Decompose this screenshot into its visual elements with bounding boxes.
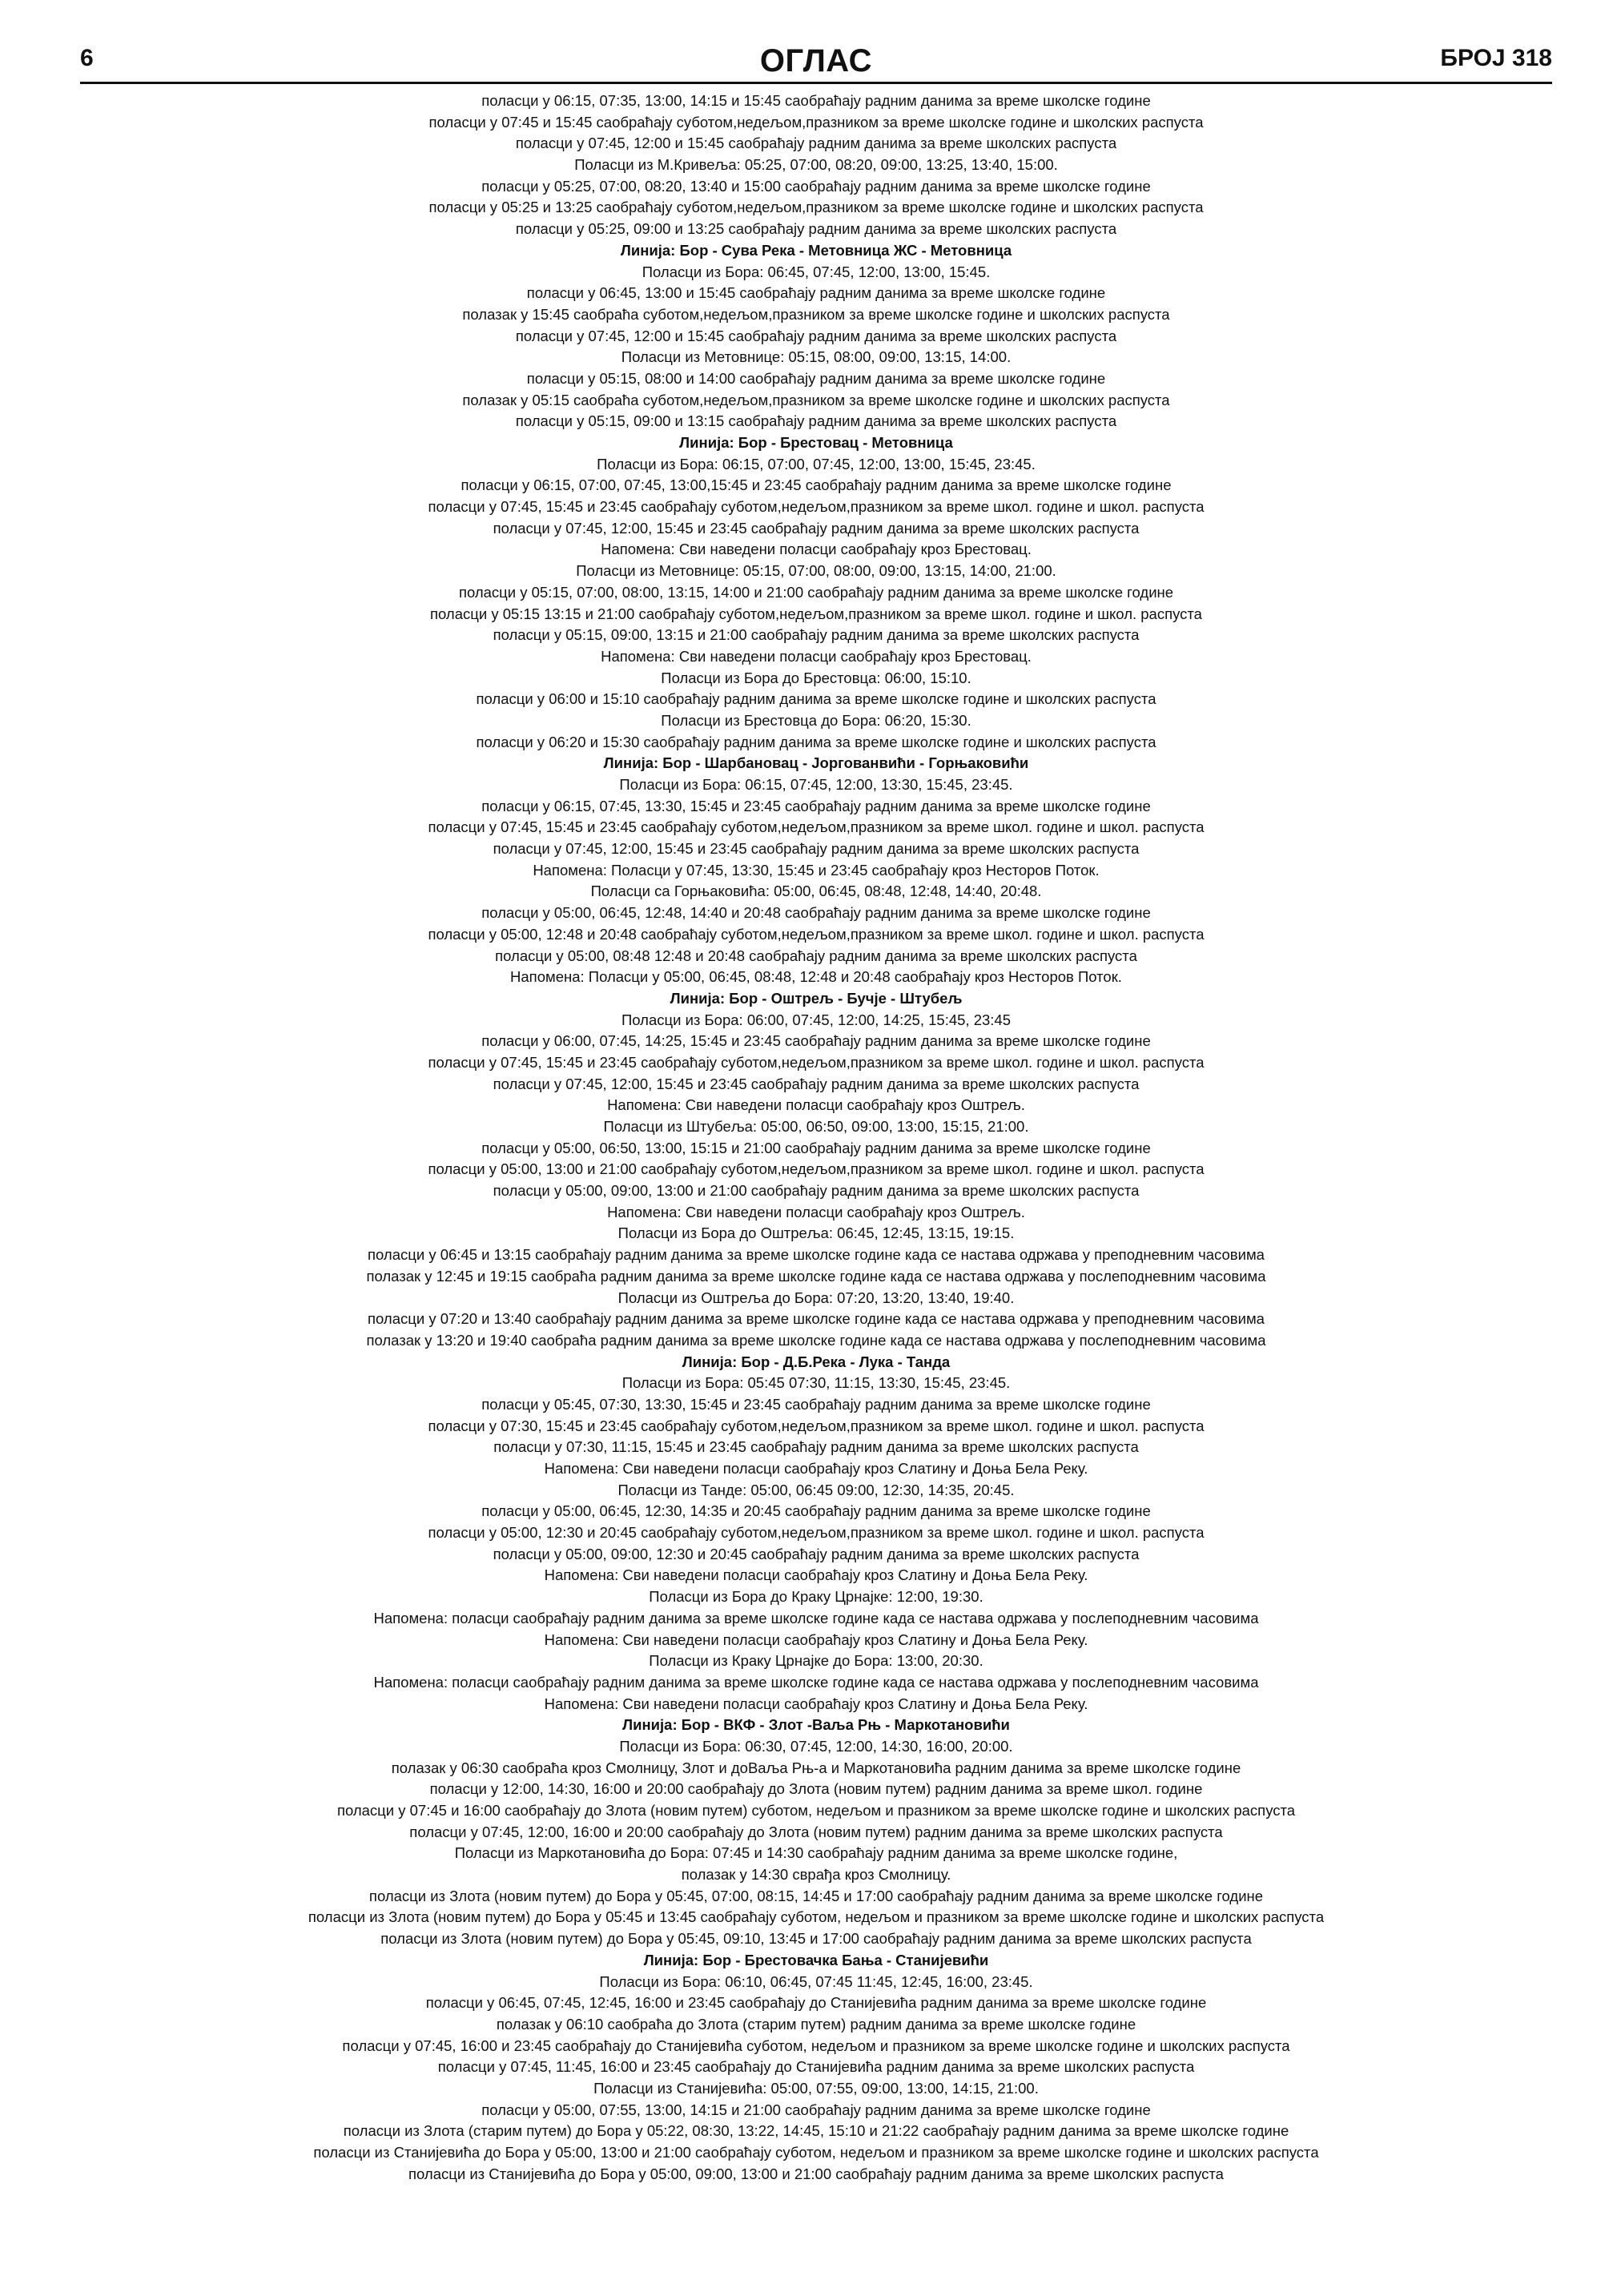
- timetable-line: поласци у 05:00, 08:48 12:48 и 20:48 саобраћају радним данима за време школских распуста: [495, 947, 1137, 964]
- timetable-line: поласци из Злота (новим путем) до Бора у 05:45, 09:10, 13:45 и 17:00 саобраћају радним данима за време школских распуста: [380, 1930, 1252, 1948]
- timetable-line: Поласци из Танде: 05:00, 06:45 09:00, 12:30, 14:35, 20:45.: [617, 1481, 1015, 1498]
- page-header: [80, 40, 1552, 84]
- timetable-line: поласци у 07:45, 16:00 и 23:45 саобраћају до Станијевића суботом, недељом и празником за време школске године и школских распуста: [342, 2037, 1290, 2054]
- timetable-line: полазак у 13:20 и 19:40 саобраћа радним данима за време школске године када се настава одржава у послеподневним часовима: [366, 1331, 1266, 1349]
- timetable-line: поласци у 05:15, 09:00, 13:15 и 21:00 саобраћају радним данима за време школских распуста: [493, 626, 1140, 644]
- timetable-line: поласци у 07:30, 15:45 и 23:45 саобраћају суботом,недељом,празником за време школ. године и школ. распуста: [428, 1417, 1205, 1434]
- timetable-line: Напомена: Сви наведени поласци саобраћају кроз Слатину и Доња Бела Реку.: [544, 1631, 1088, 1648]
- timetable-line: Поласци из Станијевића: 05:00, 07:55, 09:00, 13:00, 14:15, 21:00.: [593, 2079, 1039, 2097]
- timetable-line: поласци из Злота (новим путем) до Бора у 05:45, 07:00, 08:15, 14:45 и 17:00 саобраћају радним данима за време школске године: [368, 1887, 1264, 1904]
- timetable-line: Напомена: Сви наведени поласци саобраћају кроз Брестовац.: [601, 647, 1032, 665]
- timetable-line: Поласци из Бора: 06:30, 07:45, 12:00, 14:30, 16:00, 20:00.: [619, 1737, 1013, 1755]
- timetable-line: Поласци из Бора до Краку Црнајке: 12:00, 19:30.: [649, 1588, 983, 1606]
- issue-number: БРОЈ 318: [1440, 45, 1552, 71]
- timetable-line: поласци у 05:25, 09:00 и 13:25 саобраћају радним данима за време школских распуста: [515, 220, 1117, 238]
- timetable-line: Поласци из Бора до Оштреља: 06:45, 12:45, 13:15, 19:15.: [617, 1224, 1015, 1242]
- timetable-line: поласци у 07:45, 12:00 и 15:45 саобраћају радним данима за време школских распуста: [515, 135, 1117, 152]
- timetable-line: полазак у 05:15 саобраћа суботом,недељом,празником за време школске године и школских распуста: [462, 391, 1170, 408]
- timetable-line: Поласци из Бора: 06:45, 07:45, 12:00, 13:00, 15:45.: [642, 263, 991, 280]
- timetable-line: поласци у 07:20 и 13:40 саобраћају радним данима за време школске године када се настава одржава у преподневним часовима: [368, 1310, 1265, 1328]
- timetable-line: Поласци из Бора: 06:15, 07:00, 07:45, 12:00, 13:00, 15:45, 23:45.: [597, 455, 1036, 472]
- route-heading: Линија: Бор - Шарбановац - Јоргованвићи - Горњаковићи: [603, 754, 1029, 772]
- section-title: ОГЛАС: [759, 43, 873, 78]
- route-heading: Линија: Бор - Оштрељ - Бучје - Штубељ: [670, 989, 963, 1007]
- timetable-line: поласци у 05:00, 09:00, 12:30 и 20:45 саобраћају радним данима за време школских распуста: [493, 1545, 1140, 1562]
- timetable-line: Поласци из Бора: 06:15, 07:45, 12:00, 13:30, 15:45, 23:45.: [619, 776, 1013, 793]
- timetable-line: поласци у 07:45, 12:00, 15:45 и 23:45 саобраћају радним данима за време школских распуста: [493, 840, 1140, 858]
- timetable-line: поласци у 06:45, 13:00 и 15:45 саобраћају радним данима за време школске године: [526, 284, 1106, 302]
- timetable-line: поласци у 07:45, 15:45 и 23:45 саобраћају суботом,недељом,празником за време школ. године и школ. распуста: [428, 498, 1205, 516]
- timetable-line: поласци из Станијевића до Бора у 05:00, 09:00, 13:00 и 21:00 саобраћају радним данима за време школских распуста: [408, 2165, 1224, 2182]
- timetable-line: Поласци из Краку Црнајке до Бора: 13:00, 20:30.: [649, 1652, 983, 1670]
- timetable-line: поласци у 07:45 и 15:45 саобраћају суботом,недељом,празником за време школске године и школских распуста: [428, 113, 1204, 131]
- timetable-line: поласци у 06:15, 07:35, 13:00, 14:15 и 15:45 саобраћају радним данима за време школске године: [481, 92, 1151, 109]
- timetable-line: поласци у 07:45, 15:45 и 23:45 саобраћају суботом,недељом,празником за време школ. године и школ. распуста: [428, 818, 1205, 836]
- timetable-line: Поласци из Бора: 06:00, 07:45, 12:00, 14:25, 15:45, 23:45: [621, 1011, 1011, 1028]
- timetable-line: поласци у 06:00, 07:45, 14:25, 15:45 и 23:45 саобраћају радним данима за време школске године: [481, 1032, 1151, 1050]
- timetable-line: поласци у 05:00, 06:50, 13:00, 15:15 и 21:00 саобраћају радним данима за време школске године: [481, 1139, 1151, 1156]
- timetable-text: [80, 90, 1552, 2185]
- timetable-line: поласци у 05:00, 12:30 и 20:45 саобраћају суботом,недељом,празником за време школ. године и школ. распуста: [428, 1524, 1205, 1542]
- route-heading: Линија: Бор - Брестовачка Бања - Станијевићи: [643, 1951, 989, 1968]
- timetable-line: поласци у 05:00, 07:55, 13:00, 14:15 и 21:00 саобраћају радним данима за време школске године: [481, 2101, 1151, 2118]
- timetable-line: Поласци из Оштреља до Бора: 07:20, 13:20, 13:40, 19:40.: [617, 1289, 1015, 1306]
- timetable-line: полазак у 12:45 и 19:15 саобраћа радним данима за време школске године када се настава одржава у послеподневним часовима: [366, 1267, 1266, 1285]
- timetable-line: Напомена: поласци саобраћају радним данима за време школске године када се настава одржава у послеподневним часовима: [373, 1673, 1259, 1691]
- timetable-line: поласци у 06:20 и 15:30 саобраћају радним данима за време школске године и школских распуста: [476, 733, 1156, 750]
- timetable-line: Поласци из Метовнице: 05:15, 07:00, 08:00, 09:00, 13:15, 14:00, 21:00.: [576, 562, 1056, 580]
- timetable-line: Напомена: поласци саобраћају радним данима за време школске године када се настава одржава у послеподневним часовима: [373, 1609, 1259, 1627]
- timetable-line: Поласци из Штубеља: 05:00, 06:50, 09:00, 13:00, 15:15, 21:00.: [603, 1118, 1029, 1135]
- timetable-line: Напомена: Сви наведени поласци саобраћају кроз Оштрељ.: [607, 1203, 1025, 1220]
- timetable-line: поласци у 07:45 и 16:00 саобраћају до Злота (новим путем) суботом, недељом и празником за време школске године и школских распуста: [336, 1802, 1296, 1819]
- timetable-line: Напомена: Сви наведени поласци саобраћају кроз Слатину и Доња Бела Реку.: [544, 1695, 1088, 1712]
- timetable-line: поласци у 07:30, 11:15, 15:45 и 23:45 саобраћају радним данима за време школских распуста: [493, 1438, 1139, 1456]
- timetable-line: поласци у 07:45, 12:00, 15:45 и 23:45 саобраћају радним данима за време школских распуста: [493, 1075, 1140, 1092]
- timetable-line: поласци у 06:15, 07:45, 13:30, 15:45 и 23:45 саобраћају радним данима за време школске године: [481, 797, 1151, 814]
- timetable-line: поласци у 07:45, 12:00 и 15:45 саобраћају радним данима за време школских распуста: [515, 327, 1117, 344]
- timetable-line: поласци у 05:15, 09:00 и 13:15 саобраћају радним данима за време школских распуста: [515, 412, 1117, 430]
- timetable-line: поласци у 06:45, 07:45, 12:45, 16:00 и 23:45 саобраћају до Станијевића радним данима за време школске године: [425, 1994, 1207, 2012]
- timetable-line: поласци у 12:00, 14:30, 16:00 и 20:00 саобраћају до Злота (новим путем) радним данима за време школ. године: [429, 1780, 1203, 1798]
- timetable-line: Поласци са Горњаковића: 05:00, 06:45, 08:48, 12:48, 14:40, 20:48.: [590, 883, 1042, 900]
- timetable-line: поласци у 05:25 и 13:25 саобраћају суботом,недељом,празником за време школске године и школских распуста: [428, 199, 1204, 216]
- route-heading: Линија: Бор - ВКФ - Злот -Ваља Рњ - Маркотановићи: [622, 1716, 1010, 1734]
- timetable-line: полазак у 06:10 саобраћа до Злота (старим путем) радним данима за време школске године: [496, 2015, 1136, 2033]
- timetable-line: Поласци из Бора: 05:45 07:30, 11:15, 13:30, 15:45, 23:45.: [621, 1374, 1011, 1392]
- route-heading: Линија: Бор - Сува Река - Метовница ЖС - Метовница: [620, 241, 1012, 259]
- timetable-line: Поласци из М.Кривеља: 05:25, 07:00, 08:20, 09:00, 13:25, 13:40, 15:00.: [574, 156, 1058, 174]
- timetable-line: поласци у 07:45, 12:00, 16:00 и 20:00 саобраћају до Злота (новим путем) радним данима за време школских распуста: [409, 1823, 1223, 1840]
- route-heading: Линија: Бор - Д.Б.Река - Лука - Танда: [682, 1353, 951, 1370]
- timetable-line: поласци у 07:45, 11:45, 16:00 и 23:45 саобраћају до Станијевића радним данима за време школских распуста: [437, 2058, 1195, 2076]
- timetable-line: поласци у 06:15, 07:00, 07:45, 13:00,15:45 и 23:45 саобраћају радним данима за време школске године: [461, 476, 1172, 494]
- timetable-line: поласци из Злота (старим путем) до Бора у 05:22, 08:30, 13:22, 14:45, 15:10 и 21:22 саобраћају радним данима за време школске године: [343, 2122, 1289, 2140]
- timetable-line: Поласци из Метовнице: 05:15, 08:00, 09:00, 13:15, 14:00.: [621, 348, 1012, 366]
- timetable-line: Напомена: Поласци у 07:45, 13:30, 15:45 и 23:45 саобраћају кроз Несторов Поток.: [533, 861, 1100, 879]
- timetable-line: поласци из Станијевића до Бора у 05:00, 13:00 и 21:00 саобраћају суботом, недељом и празником за време школске године и школских распуста: [313, 2144, 1319, 2161]
- timetable-line: поласци у 05:00, 06:45, 12:30, 14:35 и 20:45 саобраћају радним данима за време школске године: [481, 1502, 1151, 1520]
- timetable-line: Напомена: Сви наведени поласци саобраћају кроз Брестовац.: [601, 541, 1032, 558]
- timetable-line: Поласци из Маркотановића до Бора: 07:45 и 14:30 саобраћају радним данима за време школске године,: [454, 1844, 1178, 1862]
- timetable-line: поласци у 05:00, 06:45, 12:48, 14:40 и 20:48 саобраћају радним данима за време школске године: [481, 904, 1151, 922]
- timetable-line: поласци у 06:45 и 13:15 саобраћају радним данима за време школске године када се настава одржава у преподневним часовима: [368, 1246, 1265, 1264]
- timetable-line: поласци у 05:00, 09:00, 13:00 и 21:00 саобраћају радним данима за време школских распуста: [493, 1182, 1140, 1200]
- newspaper-page: [80, 40, 1552, 2185]
- timetable-line: Напомена: Сви наведени поласци саобраћају кроз Слатину и Доња Бела Реку.: [544, 1460, 1088, 1477]
- timetable-line: Поласци из Бора: 06:10, 06:45, 07:45 11:45, 12:45, 16:00, 23:45.: [599, 1972, 1033, 1990]
- timetable-line: поласци у 05:00, 12:48 и 20:48 саобраћају суботом,недељом,празником за време школ. године и школ. распуста: [428, 925, 1205, 943]
- route-heading: Линија: Бор - Брестовац - Метовница: [679, 434, 953, 451]
- timetable-line: Поласци из Брестовца до Бора: 06:20, 15:30.: [661, 711, 971, 729]
- timetable-line: полазак у 14:30 сврађа кроз Смолницу.: [681, 1866, 951, 1884]
- timetable-line: поласци у 05:00, 13:00 и 21:00 саобраћају суботом,недељом,празником за време школ. године и школ. распуста: [428, 1160, 1205, 1178]
- timetable-line: поласци из Злота (новим путем) до Бора у 05:45 и 13:45 саобраћају суботом, недељом и празником за време школске године и школских распуста: [308, 1908, 1325, 1926]
- timetable-line: поласци у 07:45, 12:00, 15:45 и 23:45 саобраћају радним данима за време школских распуста: [493, 519, 1140, 537]
- timetable-line: поласци у 06:00 и 15:10 саобраћају радним данима за време школске године и школских распуста: [476, 690, 1156, 708]
- timetable-line: полазак у 15:45 саобраћа суботом,недељом,празником за време школске године и школских распуста: [462, 305, 1170, 323]
- timetable-line: поласци у 05:15, 07:00, 08:00, 13:15, 14:00 и 21:00 саобраћају радним данима за време школске године: [458, 583, 1174, 601]
- timetable-line: поласци у 05:45, 07:30, 13:30, 15:45 и 23:45 саобраћају радним данима за време школске године: [481, 1395, 1151, 1413]
- timetable-line: Напомена: Поласци у 05:00, 06:45, 08:48, 12:48 и 20:48 саобраћају кроз Несторов Поток.: [510, 968, 1122, 986]
- timetable-line: Напомена: Сви наведени поласци саобраћају кроз Слатину и Доња Бела Реку.: [544, 1566, 1088, 1584]
- timetable-line: поласци у 05:15, 08:00 и 14:00 саобраћају радним данима за време школске године: [526, 369, 1106, 387]
- timetable-line: поласци у 05:25, 07:00, 08:20, 13:40 и 15:00 саобраћају радним данима за време школске године: [481, 177, 1151, 195]
- page-number: 6: [80, 45, 94, 71]
- timetable-line: Поласци из Бора до Брестовца: 06:00, 15:10.: [661, 669, 971, 686]
- timetable-line: поласци у 05:15 13:15 и 21:00 саобраћају суботом,недељом,празником за време школ. године и школ. распуста: [430, 605, 1202, 622]
- timetable-line: полазак у 06:30 саобраћа кроз Смолницу, Злот и доВаља Рњ-а и Маркотановића радним данима за време школске године: [391, 1759, 1241, 1776]
- timetable-line: поласци у 07:45, 15:45 и 23:45 саобраћају суботом,недељом,празником за време школ. године и школ. распуста: [428, 1053, 1205, 1071]
- timetable-line: Напомена: Сви наведени поласци саобраћају кроз Оштрељ.: [607, 1096, 1025, 1114]
